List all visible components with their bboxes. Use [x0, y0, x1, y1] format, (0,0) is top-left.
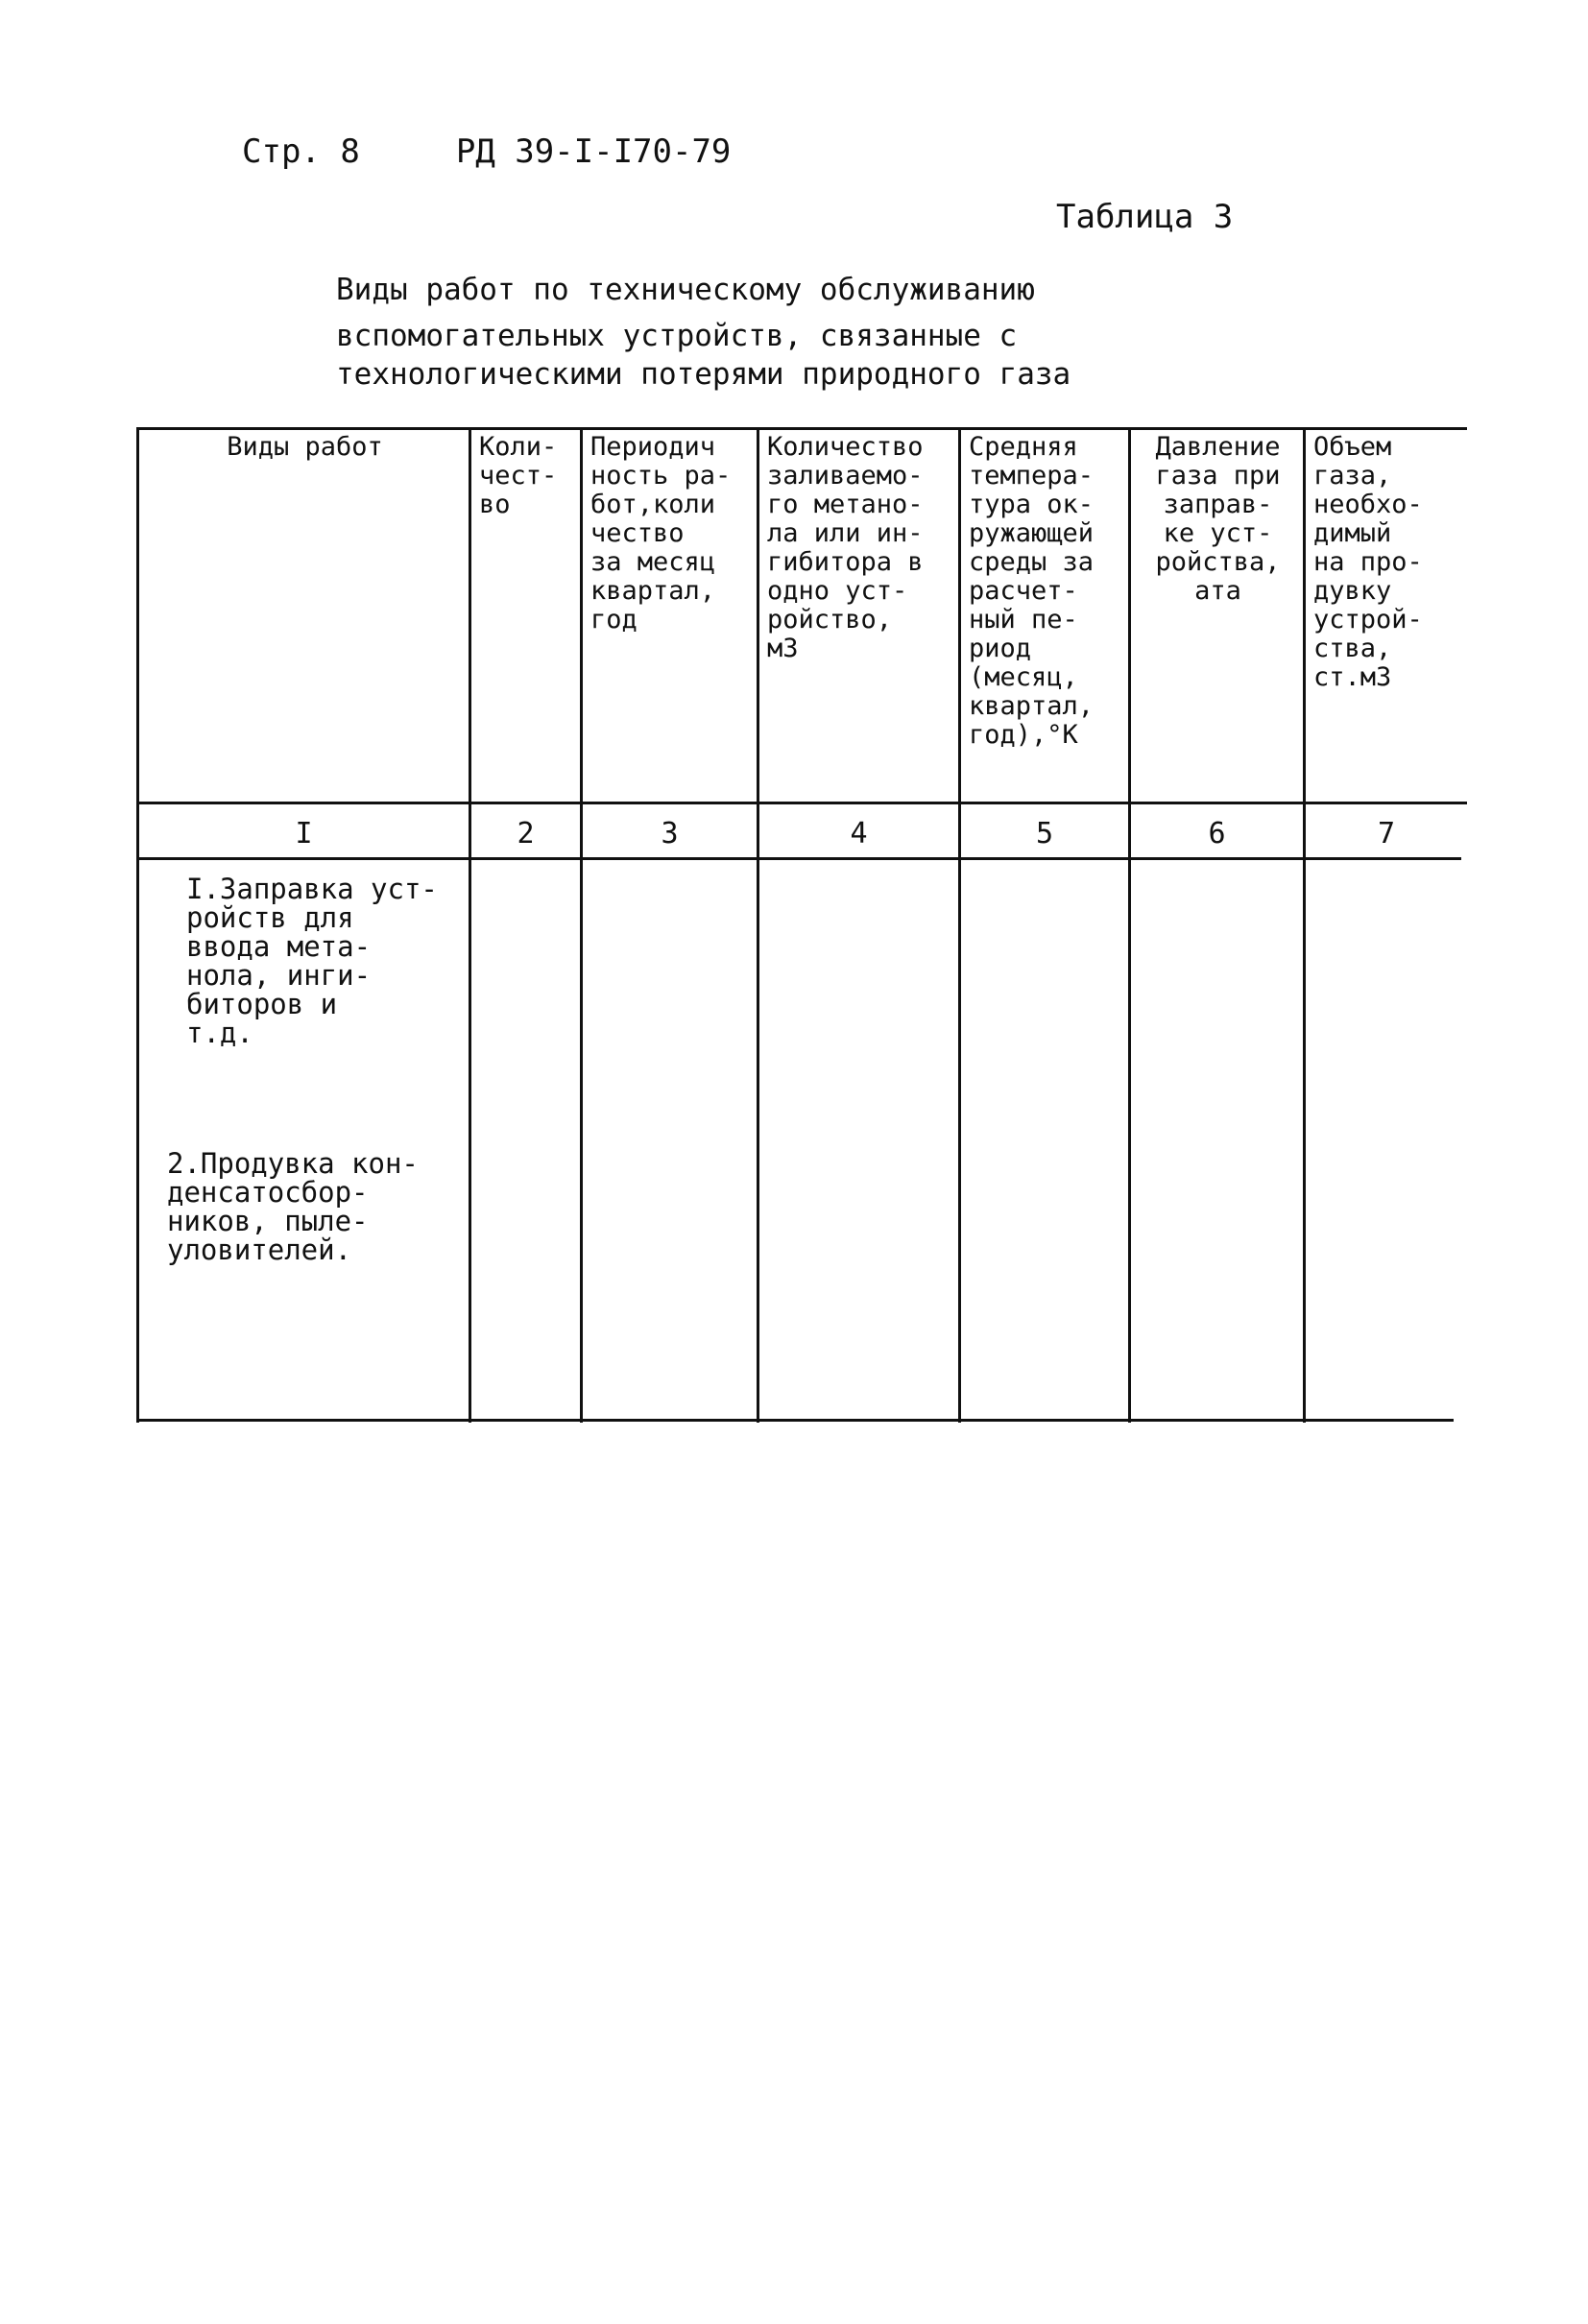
page-header: [242, 132, 731, 171]
table-label: Таблица 3: [1056, 198, 1234, 236]
table-border-bottom: [136, 1419, 1454, 1422]
header-bottom-line: [136, 802, 1467, 804]
header-gas-volume: Объем газа, необхо- димый на про- дувку устрой- ства, ст.м3: [1313, 432, 1423, 692]
column-number-6: 6: [1208, 817, 1226, 851]
column-number-2: 2: [517, 817, 535, 851]
column-number-1: I: [295, 817, 313, 851]
column-number-4: 4: [850, 817, 868, 851]
number-row-bottom-line: [136, 857, 1461, 860]
table-row-2-work: 2.Продувка кон- денсатосбор- ников, пыле- уловителей.: [167, 1147, 419, 1266]
header-periodicity: Периодич ность ра- бот,коли чество за месяц квартал, год: [590, 432, 732, 635]
table-title: [336, 271, 1296, 394]
work-types-table: [136, 427, 1467, 1423]
page-number: Стр. 8: [242, 132, 360, 171]
table-row-1-work: I.Заправка уст- ройств для ввода мета- нола, инги- биторов и т.д.: [186, 873, 438, 1049]
document-code: РД 39-I-I70-79: [455, 132, 732, 171]
table-title-line-2: вспомогательных устройств, связанные с: [336, 319, 1018, 353]
header-average-temperature: Средняя темпера- тура ок- ружающей среды за расчет- ный пе- риод (месяц, квартал, год),°К: [969, 432, 1095, 750]
header-work-types: Виды работ: [227, 432, 383, 462]
header-methanol-quantity: Количество заливаемо- го метано- ла или ин- гибитора в одно уст- ройство, м3: [767, 432, 924, 663]
column-number-3: 3: [661, 817, 679, 851]
table-title-line-3: технологическими потерями природного газа: [336, 357, 1071, 392]
header-gas-pressure: Давление газа при заправ- ке уст- ройства, ата: [1155, 432, 1281, 606]
table-title-line-1: Виды работ по техническому обслуживанию: [336, 273, 1035, 307]
column-number-7: 7: [1377, 817, 1396, 851]
header-quantity: Коли- чест- во: [479, 432, 558, 519]
column-number-5: 5: [1035, 817, 1054, 851]
